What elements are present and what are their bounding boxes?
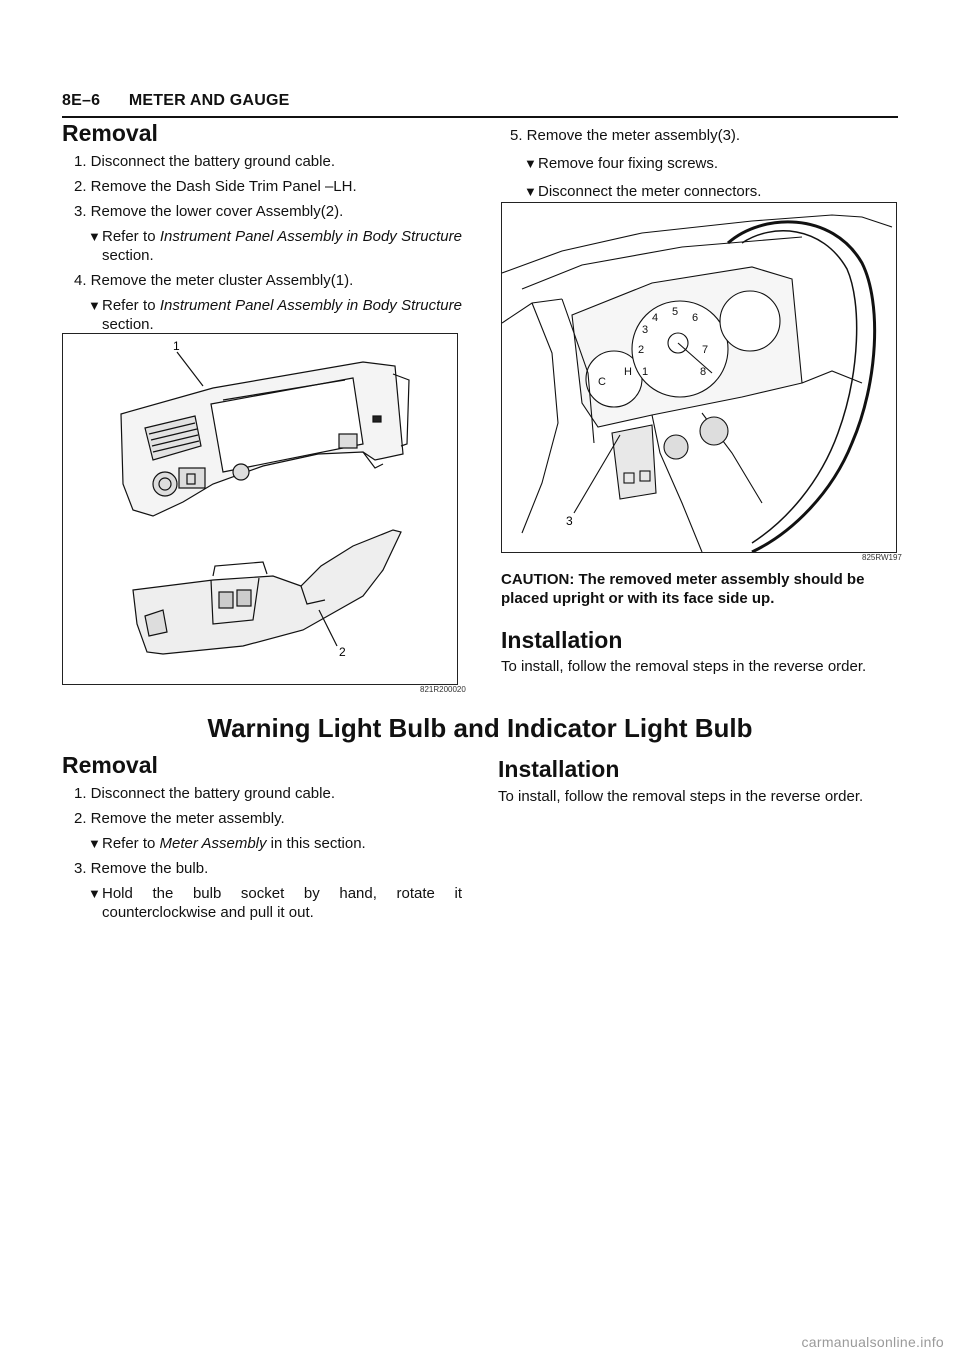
removal-left-column <box>62 120 462 340</box>
callout-2: 2 <box>339 645 346 659</box>
reference-link[interactable]: Instrument Panel Assembly in Body Structure <box>159 297 462 314</box>
watermark: carmanualsonline.info <box>801 1334 944 1350</box>
removal-step-2: 2. Remove the Dash Side Trim Panel –LH. <box>74 178 357 195</box>
svg-text:4: 4 <box>652 312 659 324</box>
section-code: 8E–6 <box>62 92 101 109</box>
removal-step-3-note: ▼Refer to Instrument Panel Assembly in Body Structure section. <box>88 228 462 264</box>
page-header <box>62 92 289 110</box>
bulb-step-3: 3. Remove the bulb. <box>74 860 209 877</box>
reference-link[interactable]: Instrument Panel Assembly in Body Structure <box>159 228 462 245</box>
svg-text:1: 1 <box>642 366 649 378</box>
bulb-installation-text: To install, follow the removal steps in the reverse order. <box>498 788 864 805</box>
cluster-assembly-illustration <box>63 334 457 684</box>
figure-code-2: 825RW197 <box>862 553 902 562</box>
removal-step-3: 3. Remove the lower cover Assembly(2). <box>74 203 344 220</box>
svg-text:2: 2 <box>638 344 645 356</box>
triangle-bullet-icon: ▼ <box>88 229 101 244</box>
callout-3: 3 <box>566 514 573 528</box>
triangle-bullet-icon: ▼ <box>524 184 537 199</box>
caution-note: CAUTION: The removed meter assembly should be placed upright or with its face side up. <box>501 571 865 607</box>
svg-text:7: 7 <box>702 344 709 356</box>
removal-right-column <box>498 126 898 207</box>
removal-step-1: 1. Disconnect the battery ground cable. <box>74 153 335 170</box>
bulb-step-2-note: ▼Refer to Meter Assembly in this section. <box>88 835 366 852</box>
figure-code: 821R200020 <box>420 685 466 694</box>
meter-assembly-illustration <box>502 203 896 552</box>
svg-text:3: 3 <box>642 324 649 336</box>
header-rule <box>62 116 898 118</box>
bulb-step-1: 1. Disconnect the battery ground cable. <box>74 785 335 802</box>
triangle-bullet-icon: ▼ <box>524 156 537 171</box>
svg-text:6: 6 <box>692 312 699 324</box>
svg-text:H: H <box>624 366 632 378</box>
installation-text: To install, follow the removal steps in the reverse order. <box>501 658 867 675</box>
removal-step-5-note-1: ▼Remove four fixing screws. <box>524 155 719 172</box>
meter-assembly-figure <box>501 202 897 553</box>
removal-step-5-note-2: ▼Disconnect the meter connectors. <box>524 183 762 200</box>
removal-heading: Removal <box>62 120 158 146</box>
svg-text:5: 5 <box>672 306 679 318</box>
bulb-removal-column <box>62 752 462 928</box>
bulb-removal-heading: Removal <box>62 752 158 778</box>
removal-step-5: 5. Remove the meter assembly(3). <box>510 127 741 144</box>
bulb-step-2: 2. Remove the meter assembly. <box>74 810 285 827</box>
svg-text:8: 8 <box>700 366 707 378</box>
removal-step-4: 4. Remove the meter cluster Assembly(1). <box>74 272 354 289</box>
cluster-assembly-figure <box>62 333 458 685</box>
section-title: METER AND GAUGE <box>128 92 290 109</box>
removal-step-4-note: ▼Refer to Instrument Panel Assembly in Body Structure section. <box>88 297 462 333</box>
triangle-bullet-icon: ▼ <box>88 836 101 851</box>
section-title-warning-bulb: Warning Light Bulb and Indicator Light Bulb <box>207 713 753 743</box>
bulb-step-3-note: ▼Hold the bulb socket by hand, rotate it counterclockwise and pull it out. <box>88 885 462 921</box>
triangle-bullet-icon: ▼ <box>88 298 101 313</box>
svg-text:C: C <box>598 376 606 388</box>
installation-heading: Installation <box>501 627 623 653</box>
bulb-installation-heading: Installation <box>498 756 620 782</box>
callout-1: 1 <box>173 339 180 353</box>
triangle-bullet-icon: ▼ <box>88 886 101 901</box>
reference-link[interactable]: Meter Assembly <box>159 835 267 852</box>
